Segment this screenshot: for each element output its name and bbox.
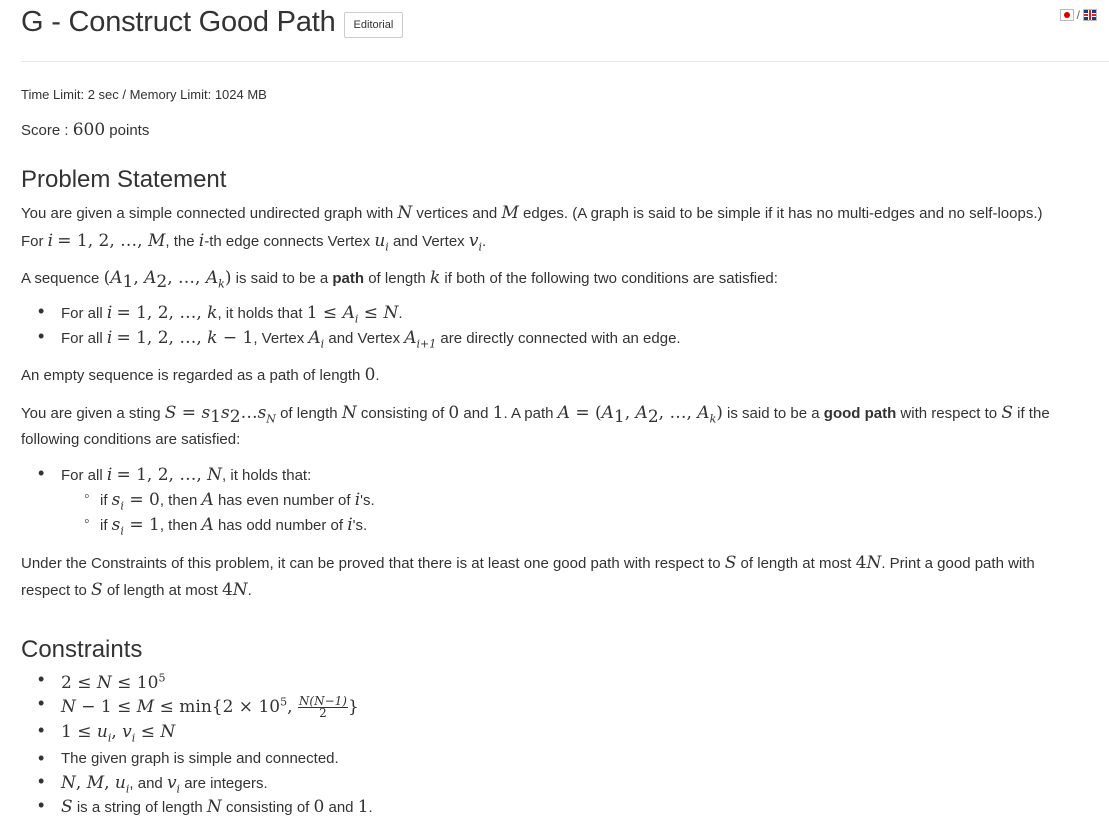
- problem-statement-heading: Problem Statement: [21, 166, 227, 193]
- header-divider: [21, 61, 1109, 62]
- language-switch: [1060, 8, 1097, 22]
- statement-paragraph-5-line-2: following conditions are satisfied:: [21, 431, 241, 448]
- statement-paragraph-4: An empty sequence is regarded as a path of length 0.: [21, 365, 380, 385]
- page-title: G - Construct Good Path: [21, 6, 336, 38]
- score-unit: points: [105, 122, 150, 139]
- constraints-heading: Constraints: [21, 636, 143, 663]
- score-label: Score :: [21, 122, 73, 139]
- japanese-flag-icon[interactable]: [1060, 9, 1074, 21]
- title-row: [21, 6, 403, 39]
- sub-list-item: ◦ if $s_i = 1$, then A has odd number of i's.: [84, 515, 367, 537]
- score: [21, 120, 149, 140]
- sub-list-item: ◦ if $s_i = 0$, then A has even number of i's.: [84, 490, 375, 512]
- list-item: • For all i = 1, 2, …, k, it holds that $1 \le A_i \le N$.: [41, 303, 402, 325]
- time-memory-limit: Time Limit: 2 sec / Memory Limit: 1024 MB: [21, 87, 267, 102]
- constraint-item: • The given graph is simple and connected.: [41, 750, 339, 767]
- list-item: • For all i = 1, 2, …, N, it holds that:: [41, 465, 311, 485]
- statement-paragraph-1: You are given a simple connected undirected graph with N vertices and M edges. (A graph is said to be simple if it has no multi-edges and no self-loops.): [21, 203, 1043, 223]
- constraint-item: • $N - 1 \le M \le \min\{2 \times 10^5$, $\frac{N(N-1)}{2}$ }: [41, 695, 359, 719]
- lang-separator: /: [1076, 8, 1080, 22]
- statement-paragraph-6: Under the Constraints of this problem, it can be proved that there is at least one good path with respect to S of length at most 4N. Print a good path with: [21, 553, 1035, 573]
- constraint-item: • $1 \le u_i$, $v_i \le N$: [41, 722, 175, 744]
- score-value: 600: [72, 120, 106, 140]
- statement-paragraph-6-line-2: respect to S of length at most 4N.: [21, 580, 252, 600]
- constraint-item: • S is a string of length N consisting of 0 and 1.: [41, 797, 373, 817]
- statement-paragraph-3: A sequence ($A_1$, $A_2$, …, $A_k$) is said to be a path of length k if both of the following two conditions are satisfied:: [21, 268, 778, 292]
- editorial-button[interactable]: Editorial: [344, 12, 404, 38]
- statement-paragraph-5: You are given a sting $S = s_1s_2\dots s_N$ of length N consisting of 0 and 1. A path $A = (A_1$, $A_2$, …, $A_k$) is said to be a good path with respect to S if the: [21, 403, 1050, 427]
- list-item: • For all i = 1, 2, …, k − 1, Vertex $A_i$ and Vertex $A_{i+1}$ are directly connected with an edge.: [41, 328, 681, 350]
- statement-paragraph-2: For i = 1, 2, …, M, the i-th edge connects Vertex $u_i$ and Vertex $v_i$.: [21, 231, 487, 254]
- constraint-item: • N, M, $u_i$, and $v_i$ are integers.: [41, 773, 268, 795]
- constraint-item: • $2 \le N \le 10^5$: [41, 671, 165, 693]
- english-flag-icon[interactable]: [1083, 9, 1097, 21]
